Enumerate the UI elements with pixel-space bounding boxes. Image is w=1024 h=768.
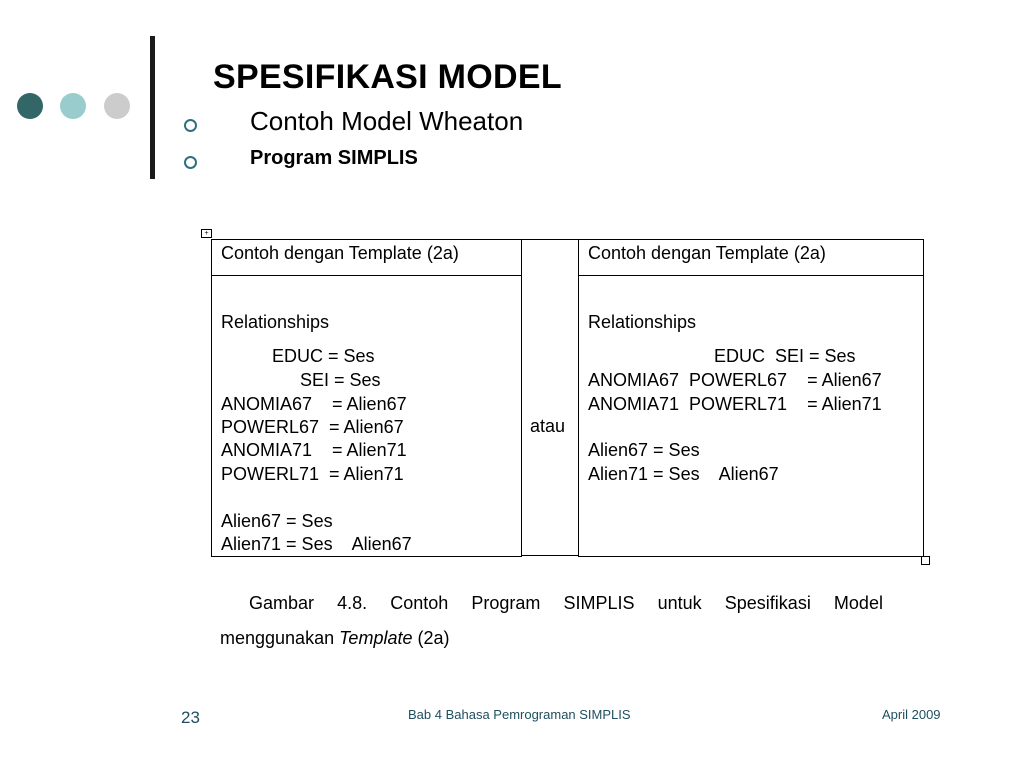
decor-dot-grey — [104, 93, 130, 119]
caption-word: Contoh — [390, 593, 449, 613]
left-box-header — [212, 240, 521, 276]
left-line: ANOMIA71 = Alien71 — [221, 440, 407, 460]
caption-word: Model — [833, 593, 883, 613]
caption-word: Program — [471, 593, 541, 613]
right-line: EDUC SEI = Ses — [714, 346, 856, 366]
table-border-bottom — [521, 555, 578, 556]
resize-handle-icon — [921, 556, 930, 565]
left-line: POWERL67 = Alien67 — [221, 417, 404, 437]
caption-word: 4.8. — [337, 593, 368, 613]
caption-word: Gambar — [249, 593, 315, 613]
caption-suffix: (2a) — [412, 628, 450, 648]
footer-date: April 2009 — [882, 707, 941, 722]
decor-dot-teal — [60, 93, 86, 119]
figure-caption-line2 — [220, 628, 450, 649]
slide-number: 23 — [181, 708, 200, 727]
right-line: ANOMIA67 POWERL67 = Alien67 — [588, 370, 882, 390]
caption-word: Spesifikasi — [724, 593, 811, 613]
right-line: Alien67 = Ses — [588, 440, 700, 460]
table-move-handle-icon: + — [201, 229, 212, 238]
title-divider-bar — [150, 36, 155, 179]
bullet-program-simplis: Program SIMPLIS — [250, 147, 418, 169]
decor-dot-dark — [17, 93, 43, 119]
right-box-header-text: Contoh dengan Template (2a) — [588, 243, 826, 263]
figure-caption-line1 — [249, 593, 883, 614]
right-line: ANOMIA71 POWERL71 = Alien71 — [588, 394, 882, 414]
right-line: Alien71 = Ses Alien67 — [588, 464, 779, 484]
right-section-label: Relationships — [588, 312, 697, 332]
slide-title: SPESIFIKASI MODEL — [213, 58, 562, 96]
left-line: Alien71 = Ses Alien67 — [221, 534, 412, 554]
caption-prefix: menggunakan — [220, 628, 340, 648]
right-box-header — [579, 240, 923, 276]
left-section-label: Relationships — [221, 312, 330, 332]
left-line: ANOMIA67 = Alien67 — [221, 394, 407, 414]
left-line: Alien67 = Ses — [221, 511, 333, 531]
bullet-icon — [184, 156, 197, 169]
separator-atau: atau — [530, 416, 566, 436]
caption-word: untuk — [657, 593, 702, 613]
left-box-header-text: Contoh dengan Template (2a) — [221, 243, 459, 263]
caption-word: SIMPLIS — [563, 593, 635, 613]
left-line: EDUC = Ses — [272, 346, 375, 366]
bullet-icon — [184, 119, 197, 132]
bullet-model-wheaton: Contoh Model Wheaton — [250, 106, 524, 136]
table-border-top — [521, 239, 578, 240]
caption-italic: Template — [339, 628, 413, 648]
left-line: SEI = Ses — [300, 370, 381, 390]
left-line: POWERL71 = Alien71 — [221, 464, 404, 484]
footer-text: Bab 4 Bahasa Pemrograman SIMPLIS — [408, 707, 631, 722]
